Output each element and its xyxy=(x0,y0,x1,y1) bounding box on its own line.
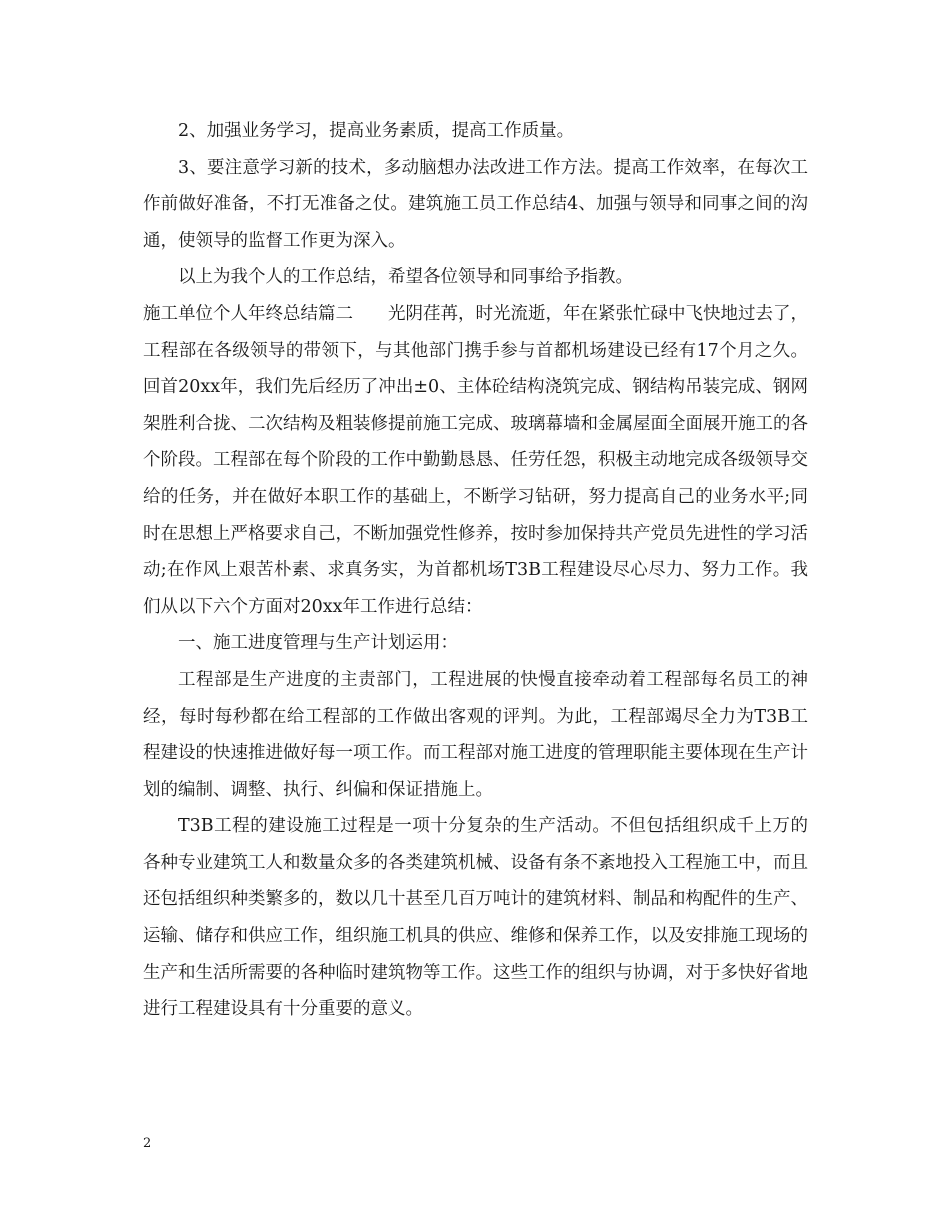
paragraph-2: 3、要注意学习新的技术，多动脑想办法改进工作方法。提高工作效率，在每次工作前做好准备，不打无准备之仗。建筑施工员工作总结4、加强与领导和同事之间的沟通，使领导的监督工作更为深入。 xyxy=(143,157,808,251)
page-number: 2 xyxy=(143,1136,152,1151)
paragraph-6: 工程部是生产进度的主责部门，工程进展的快慢直接牵动着工程部每名员工的神经，每时每秒都在给工程部的工作做出客观的评判。为此，工程部竭尽全力为T3B工程建设的快速推进做好每一项工作。而工程部对施工进度的管理职能主要体现在生产计划的编制、调整、执行、纠偏和保证措施上。 xyxy=(143,669,808,800)
paragraph-3: 以上为我个人的工作总结，希望各位领导和同事给予指教。 xyxy=(178,267,633,288)
paragraph-4: 施工单位个人年终总结篇二 光阴荏苒，时光流逝，年在紧张忙碌中飞快地过去了，工程部在各级领导的带领下，与其他部门携手参与首都机场建设已经有17个月之久。回首20xx年，我们先后经历了冲出±0、主体砼结构浇筑完成、钢结构吊装完成、钢网架胜利合拢、二次结构及粗装修提前施工完成、玻璃幕墙和金属屋面全面展开施工的各个阶段。工程部在每个阶段的工作中勤勤恳恳、任劳任怨，积极主动地完成各级领导交给的任务，并在做好本职工作的基础上，不断学习钻研，努力提高自己的业务水平;同时在思想上严格要求自己，不断加强党性修养，按时参加保持共产党员先进性的学习活动;在作风上艰苦朴素、求真务实，为首都机场T3B工程建设尽心尽力、努力工作。我们从以下六个方面对20xx年工作进行总结： xyxy=(143,303,808,617)
paragraph-1: 2、加强业务学习，提高业务素质，提高工作质量。 xyxy=(178,121,575,141)
section-heading-1: 一、施工进度管理与生产计划运用： xyxy=(178,633,458,654)
document-body xyxy=(143,113,808,1028)
paragraph-7: T3B工程的建设施工过程是一项十分复杂的生产活动。不但包括组织成千上万的各种专业建筑工人和数量众多的各类建筑机械、设备有条不紊地投入工程施工中，而且还包括组织种类繁多的，数以几十甚至几百万吨计的建筑材料、制品和构配件的生产、运输、储存和供应工作，组织施工机具的供应、维修和保养工作，以及安排施工现场的生产和生活所需要的各种临时建筑物等工作。这些工作的组织与协调，对于多快好省地进行工程建设具有十分重要的意义。 xyxy=(143,816,808,1020)
